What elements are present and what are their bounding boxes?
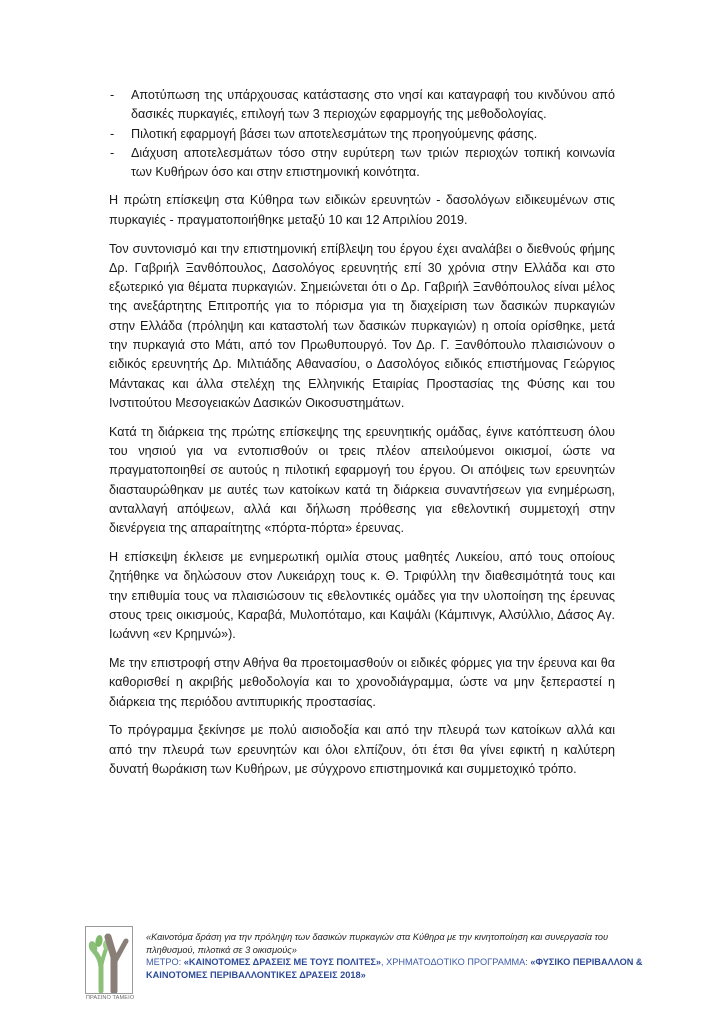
measure-value: «ΚΑΙΝΟΤΟΜΕΣ ΔΡΑΣΕΙΣ ΜΕ ΤΟΥΣ ΠΟΛΙΤΕΣ» bbox=[183, 957, 381, 968]
funding-info bbox=[146, 956, 646, 981]
list-item-text: Πιλοτική εφαρμογή βάσει των αποτελεσμάτων της προηγούμενης φάσης. bbox=[131, 126, 538, 141]
document-body bbox=[109, 86, 615, 789]
page-footer bbox=[84, 926, 644, 1006]
program-label: , ΧΡΗΜΑΤΟΔΟΤΙΚΟ ΠΡΟΓΡΑΜΜΑ: bbox=[380, 957, 531, 968]
phase-list bbox=[109, 86, 615, 182]
bullet-dash: - bbox=[110, 145, 115, 160]
measure-label: ΜΕΤΡΟ: bbox=[146, 957, 184, 968]
list-item-text: Αποτύπωση της υπάρχουσας κατάστασης στο νησί και καταγραφή του κινδύνου από δασικές πυρκαγιές, επιλογή των 3 περιοχών εφαρμογής της μεθοδολογίας. bbox=[131, 88, 615, 122]
list-item bbox=[109, 125, 615, 144]
paragraph-survey: Κατά τη διάρκεια της πρώτης επίσκεψης της ερευνητικής ομάδας, έγινε κατόπτευση όλου του νησιού για να εντοπισθούν οι τρεις πλέον απειλούμενοι οικισμοί, ώστε να πραγματοποιηθεί σε αυτούς η πιλοτική εφαρμογή του έργου. Οι απόψεις των ερευνητών διασταυρώθηκαν με αυτές των κατοίκων κατά τη διάρκεια συναντήσεων για ενημέρωση, ανταλλαγή απόψεων, αλλά και δήλωση πρόθεσης για εθελοντική συμμετοχή στην διενέργεια της απαραίτητης «πόρτα-πόρτα» έρευνας. bbox=[109, 424, 615, 536]
bullet-dash: - bbox=[110, 126, 115, 141]
paragraph-next-steps: Με την επιστροφή στην Αθήνα θα προετοιμασθούν οι ειδικές φόρμες για την έρευνα και θα καθορισθεί η ακριβής μεθοδολογία και το χρονοδιάγραμμα, ώστε να μην ξεπεραστεί η διάρκεια της περιόδου αντιπυρικής προστασίας. bbox=[109, 656, 615, 709]
logo-caption: ΠΡΑΣΙΝΟ ΤΑΜΕΙΟ bbox=[85, 995, 135, 1001]
project-title: «Καινοτόμα δράση για την πρόληψη των δασικών πυρκαγιών στα Κύθηρα με την κινητοποίηση και συνεργασία του πληθυσμού, πιλοτικά σε 3 οικισμούς» bbox=[146, 932, 609, 955]
footer-text bbox=[146, 931, 646, 981]
program-value: «ΦΥΣΙΚΟ ΠΕΡΙΒΑΛΛΟΝ & ΚΑΙΝΟΤΟΜΕΣ ΠΕΡΙΒΑΛΛΟΝΤΙΚΕΣ ΔΡΑΣΕΙΣ 2018» bbox=[146, 957, 643, 980]
bullet-dash: - bbox=[110, 88, 115, 102]
paragraph-coordination: Τον συντονισμό και την επιστημονική επίβλεψη του έργου έχει αναλάβει ο διεθνούς φήμης Δρ. Γαβριήλ Ξανθόπουλος, Δασολόγος ερευνητής επί 30 χρόνια στην Ελλάδα και στο εξωτερικό για θέματα πυρκαγιών. Σημειώνεται ότι ο Δρ. Γαβριήλ Ξανθόπουλος είναι μέλος της ανεξάρτητης Επιτροπής για το πόρισμα για τη διαχείριση των δασικών πυρκαγιών στην Ελλάδα (πρόληψη και καταστολή των δασικών πυρκαγιών) η οποία ορίσθηκε, μετά την πυρκαγιά στο Μάτι, από τον Πρωθυπουργό. Τον Δρ. Γ. Ξανθόπουλο πλαισιώνουν ο ειδικός ερευνητής Δρ. Μιλτιάδης Αθανασίου, ο Δασολόγος ειδικός επιστήμονας Γεώργιος Μάντακας και άλλα στελέχη της Ελληνικής Εταιρίας Προστασίας της Φύσης και του Ινστιτούτου Μεσογειακών Δασικών Οικοσυστημάτων. bbox=[109, 241, 615, 410]
tree-logo-icon bbox=[85, 926, 133, 994]
green-fund-logo bbox=[84, 926, 134, 1004]
list-item bbox=[109, 86, 615, 125]
list-item bbox=[109, 144, 615, 183]
paragraph-school-talk: Η επίσκεψη έκλεισε με ενημερωτική ομιλία στους μαθητές Λυκείου, από τους οποίους ζητήθηκε να δηλώσουν στον Λυκειάρχη τους κ. Θ. Τριφύλλη την διαθεσιμότητά τους και την επιθυμία τους να πλαισιώσουν τις εθελοντικές ομάδες για την υλοποίηση της έρευνας στους τρεις οικισμούς, Καραβά, Μυλοπόταμο, και Καψάλι (Κάμπινγκ, Αλσύλλιο, Δάσος Αγ. Ιωάννη «εν Κρημνώ»). bbox=[109, 550, 615, 642]
list-item-text: Διάχυση αποτελεσμάτων τόσο στην ευρύτερη των τριών περιοχών τοπική κοινωνία των Κυθήρων όσο και στην επιστημονική κοινότητα. bbox=[131, 145, 615, 180]
paragraph-first-visit: Η πρώτη επίσκεψη στα Κύθηρα των ειδικών ερευνητών - δασολόγων ειδικευμένων στις πυρκαγιές - πραγματοποιήθηκε μεταξύ 10 και 12 Απριλίου 2019. bbox=[109, 193, 615, 227]
paragraph-outlook: Το πρόγραμμα ξεκίνησε με πολύ αισιοδοξία και από την πλευρά των κατοίκων αλλά και από την πλευρά των ερευνητών και όλοι ελπίζουν, ότι έτσι θα γίνει εφικτή η καλύτερη δυνατή θωράκιση των Κυθήρων, με σύγχρονο επιστημονικά και συμμετοχικό τρόπο. bbox=[109, 723, 615, 776]
